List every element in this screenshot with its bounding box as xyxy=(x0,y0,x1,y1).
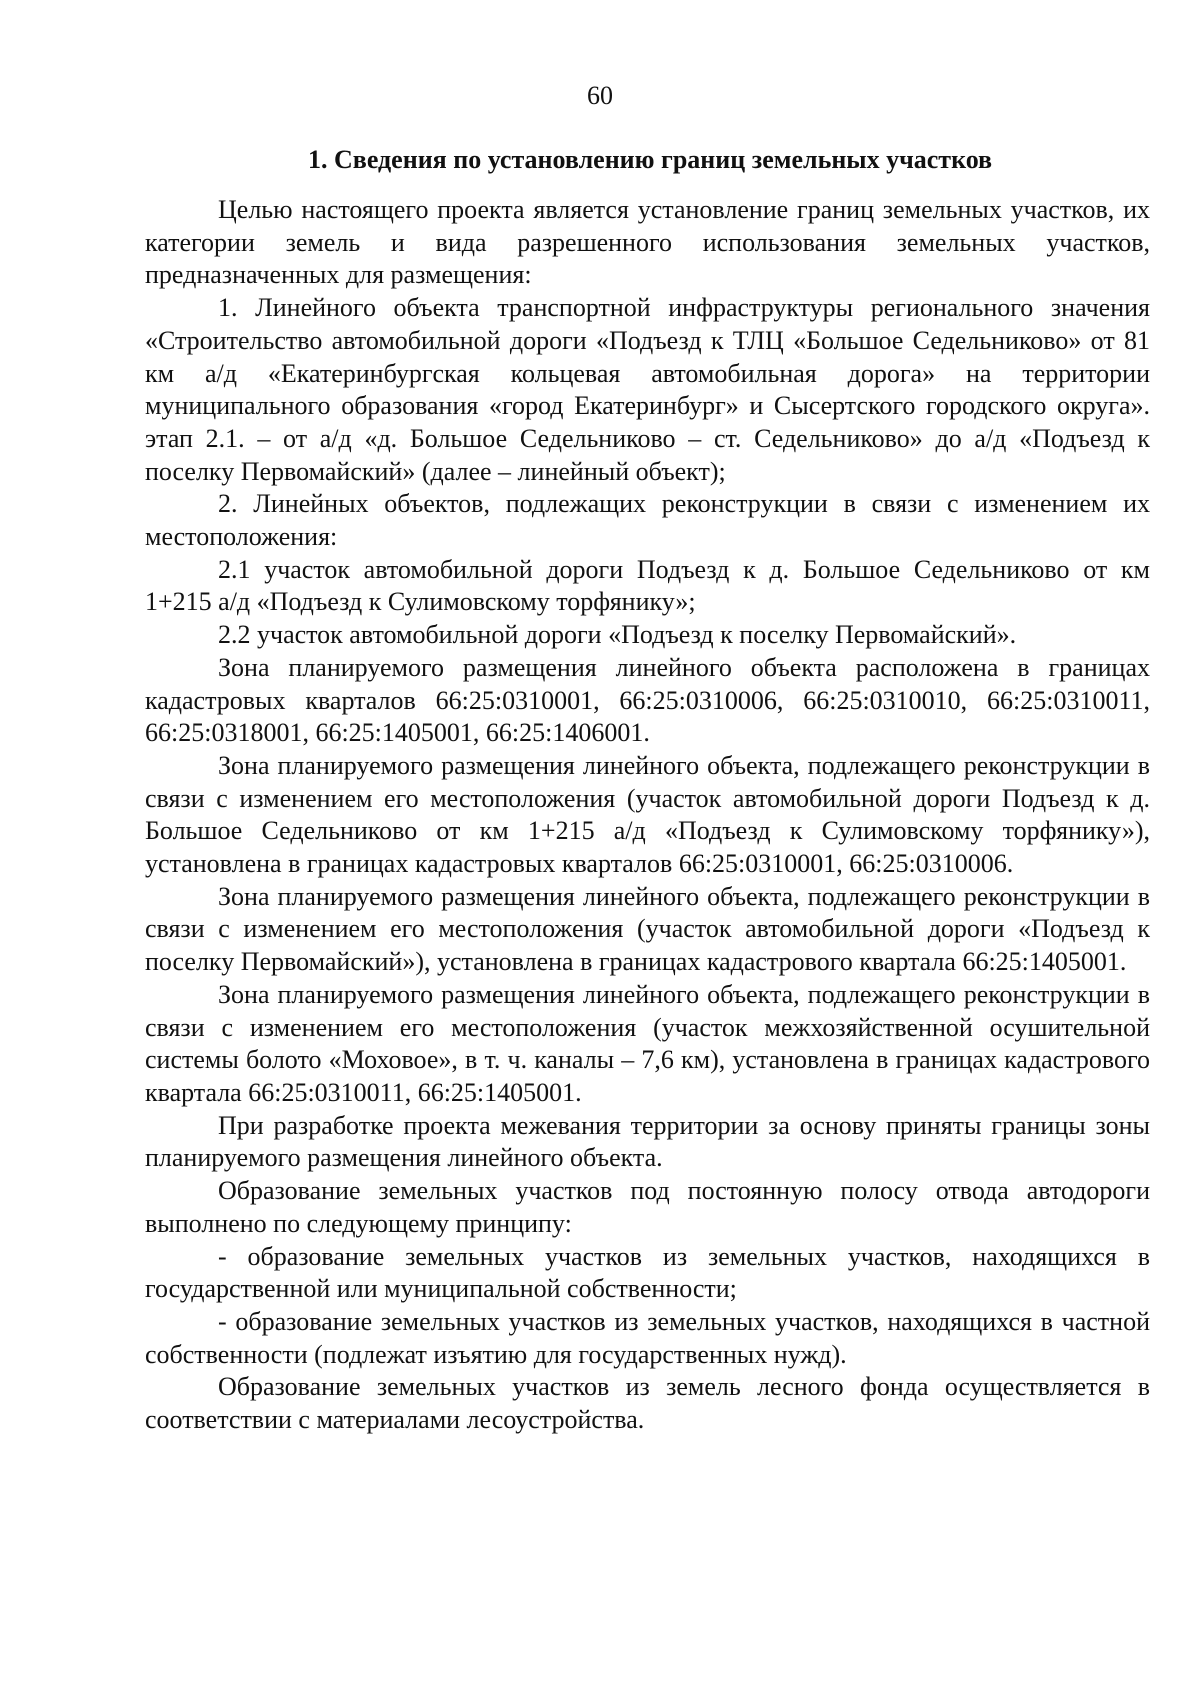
list-item-state-property: - образование земельных участков из земельных участков, находящихся в государственной или муниципальной собственности; xyxy=(145,1241,1150,1304)
paragraph-item-1: 1. Линейного объекта транспортной инфраструктуры регионального значения «Строительство автомобильной дороги «Подъезд к ТЛЦ «Большое Седельниково» от 81 км а/д «Екатеринбургская кольцевая автомобильная дорога» на территории муниципального образования «город Екатеринбург» и Сысертского городского округа». этап 2.1. – от а/д «д. Большое Седельниково – ст. Седельниково» до а/д «Подъезд к поселку Первомайский» (далее – линейный объект); xyxy=(145,293,1150,486)
paragraph-principle: Образование земельных участков под постоянную полосу отвода автодороги выполнено по следующему принципу: xyxy=(145,1176,1150,1238)
paragraph-forest-fund: Образование земельных участков из земель лесного фонда осуществляется в соответствии с материалами лесоустройства. xyxy=(145,1372,1150,1435)
paragraph-zone-road-sedelnikovo: Зона планируемого размещения линейного объекта, подлежащего реконструкции в связи с изменением его местоположения (участок автомобильной дороги Подъезд к д. Большое Седельниково от км 1+215 а/д «Подъезд к Сулимовскому торфянику»), установлена в границах кадастровых кварталов 66:25:0310001, 66:25:0310006. xyxy=(145,750,1150,879)
paragraph-item-2-2: 2.2 участок автомобильной дороги «Подъезд к поселку Первомайский». xyxy=(218,620,1017,650)
paragraph-zone-road-pervomaisky: Зона планируемого размещения линейного объекта, подлежащего реконструкции в связи с изменением его местоположения (участок автомобильной дороги «Подъезд к поселку Первомайский»), установлена в границах кадастрового квартала 66:25:1405001. xyxy=(145,881,1150,977)
paragraph-item-2: 2. Линейных объектов, подлежащих реконструкции в связи с изменением их местоположения: xyxy=(145,489,1150,552)
paragraph-zone-main: Зона планируемого размещения линейного объекта расположена в границах кадастровых кварталов 66:25:0310001, 66:25:0310006, 66:25:0310010, 66:25:0310011, 66:25:0318001, 66:25:1405001, 66:25:1406001. xyxy=(145,652,1150,748)
paragraph-item-2-1: 2.1 участок автомобильной дороги Подъезд к д. Большое Седельниково от км 1+215 а/д «Подъезд к Сулимовскому торфянику»; xyxy=(145,554,1150,617)
paragraph-basis: При разработке проекта межевания территории за основу приняты границы зоны планируемого размещения линейного объекта. xyxy=(145,1110,1150,1173)
page-number: 60 xyxy=(587,81,613,110)
page-content xyxy=(145,143,1150,1437)
paragraph-zone-drainage: Зона планируемого размещения линейного объекта, подлежащего реконструкции в связи с изменением его местоположения (участок межхозяйственной осушительной системы болото «Моховое», в т. ч. каналы – 7,6 км), установлена в границах кадастрового квартала 66:25:0310011, 66:25:1405001. xyxy=(145,979,1150,1107)
list-item-private-property: - образование земельных участков из земельных участков, находящихся в частной собственности (подлежат изъятию для государственных нужд). xyxy=(145,1306,1150,1369)
section-heading: 1. Сведения по установлению границ земельных участков xyxy=(308,145,993,174)
paragraph-purpose: Целью настоящего проекта является установление границ земельных участков, их категории земель и вида разрешенного использования земельных участков, предназначенных для размещения: xyxy=(145,195,1150,290)
